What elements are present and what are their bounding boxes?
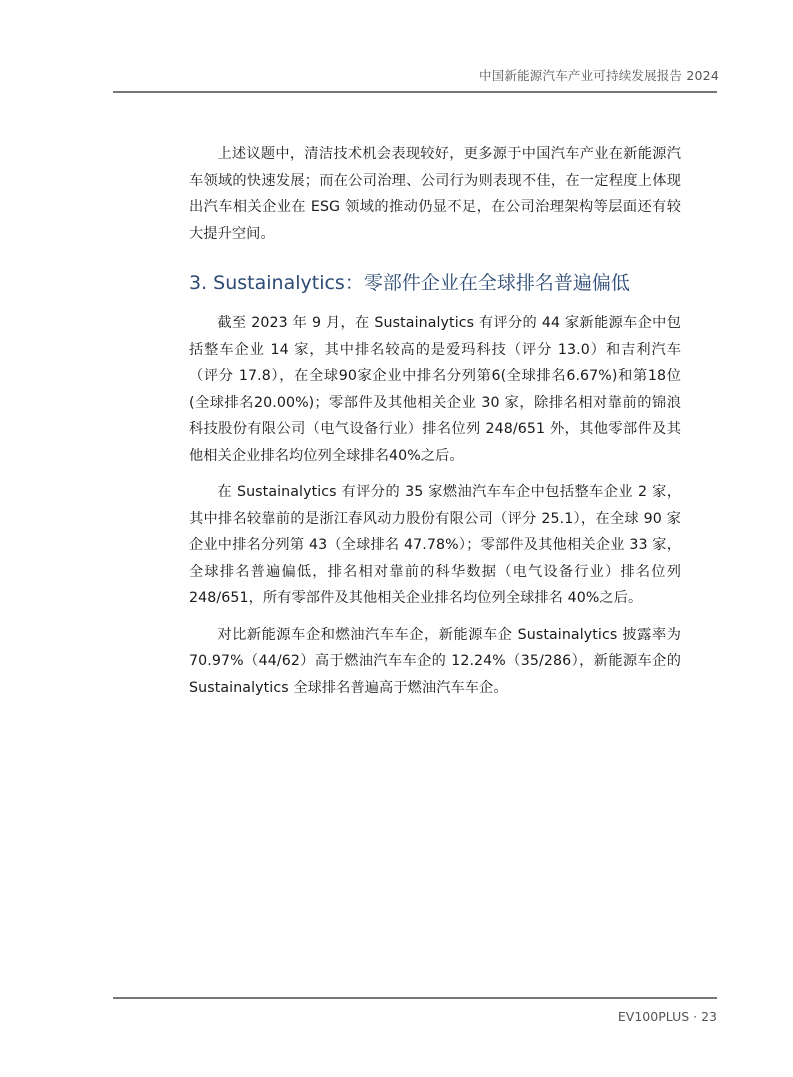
paragraph-comparison: 对比新能源车企和燃油汽车车企，新能源车企 Sustainalytics 披露率为 70.97%（44/62）高于燃油汽车车企的 12.24%（35/286），新能源车企的 Sustainalytics 全球排名普遍高于燃油汽车车企。 <box>189 626 681 696</box>
section-heading: 3. Sustainalytics：零部件企业在全球排名普遍偏低 <box>189 272 630 294</box>
footer-divider <box>113 997 717 999</box>
paragraph-ice-companies: 在 Sustainalytics 有评分的 35 家燃油汽车车企中包括整车企业 2 家，其中排名较靠前的是浙江春风动力股份有限公司（评分 25.1），在全球 90 家企业中排名分列第 43（全球排名 47.78%）；零部件及其他相关企业 33 家，全球排名普遍偏低，排名相对靠前的科华数据（电气设备行业）排名位列 248/651，所有零部件及其他相关企业排名均位列全球排名 40%之后。 <box>189 484 681 606</box>
page-number: EV100PLUS · 23 <box>617 1009 717 1024</box>
header-divider <box>113 91 717 93</box>
intro-paragraph: 上述议题中，清洁技术机会表现较好，更多源于中国汽车产业在新能源汽车领域的快速发展；而在公司治理、公司行为则表现不佳，在一定程度上体现出汽车相关企业在 ESG 领域的推动仍显不足，在公司治理架构等层面还有较大提升空间。 <box>189 146 681 242</box>
paragraph-nev-companies: 截至 2023 年 9 月，在 Sustainalytics 有评分的 44 家新能源车企中包括整车企业 14 家，其中排名较高的是爱玛科技（评分 13.0）和吉利汽车（评分 17.8），在全球90家企业中排名分列第6(全球排名6.67%)和第18位(全球排名20.00%)；零部件及其他相关企业 30 家，除排名相对靠前的锦浪科技股份有限公司（电气设备行业）排名位列 248/651 外，其他零部件及其他相关企业排名均位列全球排名40%之后。 <box>189 315 681 464</box>
report-title: 中国新能源汽车产业可持续发展报告 2024 <box>479 68 719 83</box>
page-content <box>189 141 681 701</box>
